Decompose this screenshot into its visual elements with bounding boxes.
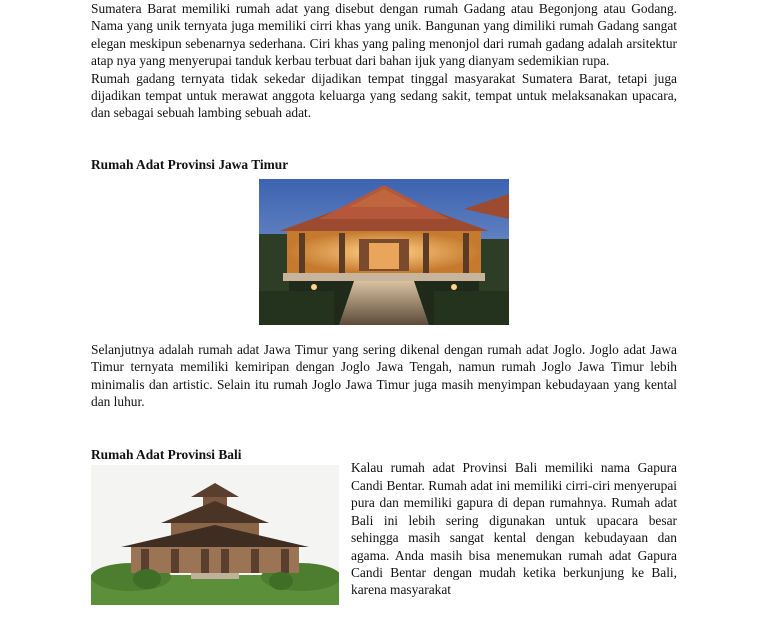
intro-paragraph-1: Sumatera Barat memiliki rumah adat yang disebut dengan rumah Gadang atau Begonjong atau Godang. Nama yang unik ternyata juga memiliki cirri khas yang unik. Bangunan yang dimiliki rumah Gadang sangat elegan meskipun sebenarnya sederhana. Ciri khas yang paling menonjol dari rumah gadang adalah arsitektur atap nya yang menyerupai tanduk kerbau terbuat dari bahan ijuk yang dianyam sedemikian rupa. <box>91 1 677 69</box>
bali-paragraph: Kalau rumah adat Provinsi Bali memiliki nama Gapura Candi Bentar. Rumah adat ini memiliki cirri-ciri menyerupai pura dan memiliki gapura di depan rumahnya. Rumah adat Bali ini lebih sering digunakan untuk upacara besar sehingga masih sangat kental dengan kebudayaan dan agama. Anda masih bisa menemukan rumah adat Gapura Candi Bentar dengan mudah ketika berkunjung ke Bali, karena masyarakat <box>351 460 677 598</box>
jawa-timur-paragraph: Selanjutnya adalah rumah adat Jawa Timur yang sering dikenal dengan rumah adat Joglo. Joglo adat Jawa Timur ternyata memiliki kemiripan dengan Joglo Jawa Tengah, namun rumah Joglo Jawa Timur lebih minimalis dan artistic. Selain itu rumah Joglo Jawa Timur juga masih menyimpan kebudayaan yang kental dan luhur. <box>91 341 677 410</box>
heading-bali: Rumah Adat Provinsi Bali <box>91 447 242 463</box>
bali-house-image <box>91 465 339 605</box>
document-page <box>91 0 677 605</box>
joglo-house-image <box>259 179 509 325</box>
bali-section <box>91 460 677 605</box>
heading-jawa-timur: Rumah Adat Provinsi Jawa Timur <box>91 156 289 172</box>
jawa-timur-image-container <box>91 179 677 325</box>
intro-paragraph-2: Rumah gadang ternyata tidak sekedar dijadikan tempat tinggal masyarakat Sumatera Barat, tetapi juga dijadikan tempat untuk merawat anggota keluarga yang sedang sakit, tempat untuk melaksanakan upacara, dan sebagai sebuah lambing sebuah adat. <box>91 70 677 121</box>
